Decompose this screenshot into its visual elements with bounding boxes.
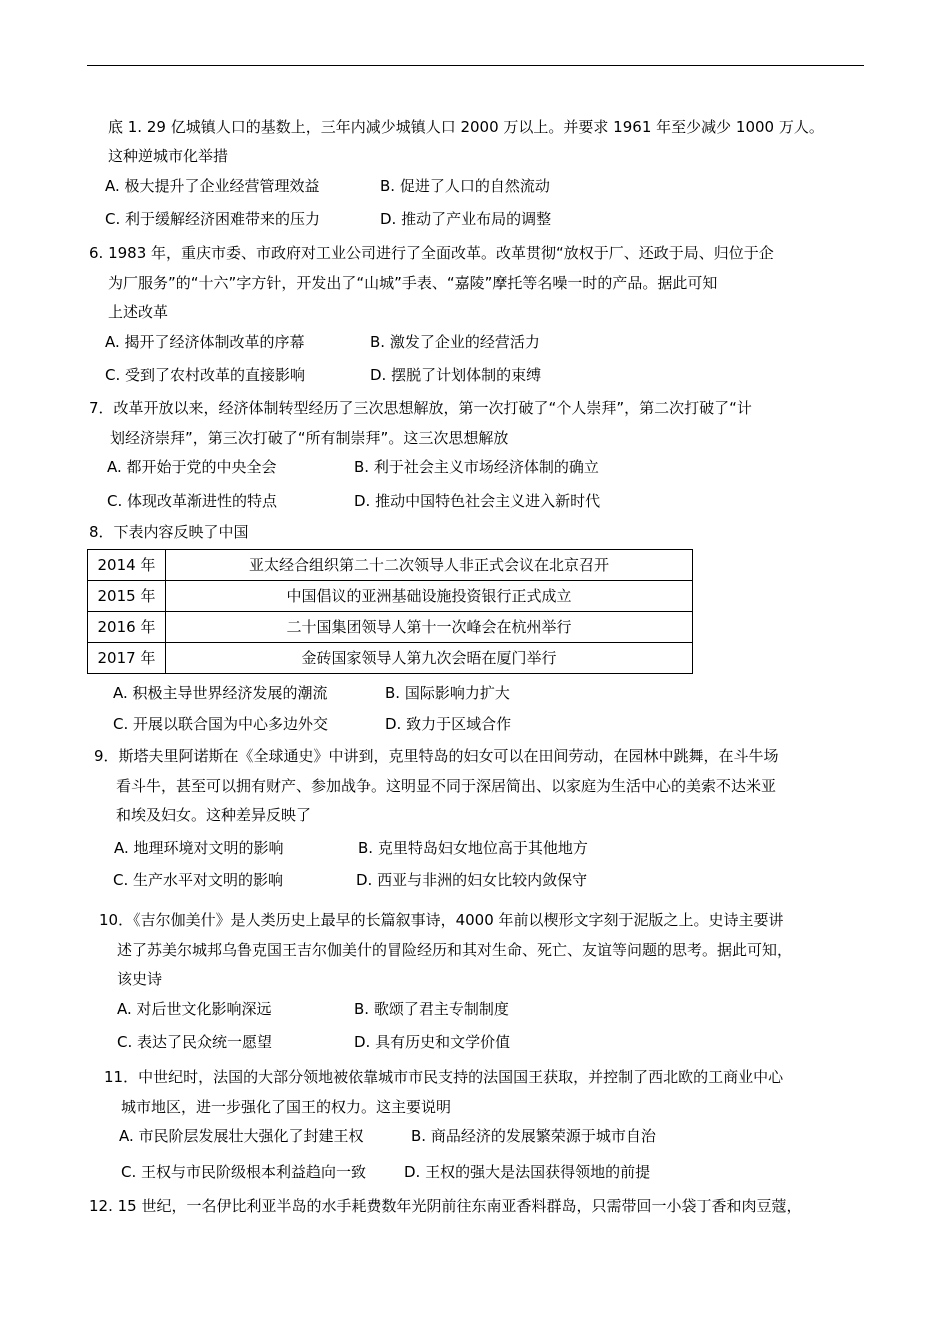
q9-option-a: A. 地理环境对文明的影响 [114,839,284,857]
q10-option-a: A. 对后世文化影响深远 [117,1000,272,1018]
q6-option-b: B. 激发了企业的经营活力 [370,333,540,351]
q6-line-2: 为厂服务”的“十六”字方针，开发出了“山城”手表、“嘉陵”摩托等名噪一时的产品。据此可知 [108,274,718,292]
q6-option-a: A. 揭开了经济体制改革的序幕 [105,333,305,351]
q5-option-b: B. 促进了人口的自然流动 [380,177,550,195]
table-row [88,581,693,612]
q12-line-1: 12. 15 世纪，一名伊比利亚半岛的水手耗费数年光阴前往东南亚香料群岛，只需带回一小袋丁香和肉豆蔻， [89,1197,802,1215]
q8-option-c: C. 开展以联合国为中心多边外交 [113,715,329,733]
q11-option-c: C. 王权与市民阶级根本利益趋向一致 [121,1163,367,1181]
q7-option-a: A. 都开始于党的中央全会 [107,458,277,476]
q11-line-2: 城市地区，进一步强化了国王的权力。这主要说明 [121,1098,452,1116]
q7-option-b: B. 利于社会主义市场经济体制的确立 [354,458,599,476]
q7-option-c: C. 体现改革渐进性的特点 [107,492,278,510]
q10-option-d: D. 具有历史和文学价值 [354,1033,511,1051]
q10-option-b: B. 歌颂了君主专制制度 [354,1000,509,1018]
q9-line-1: 9．斯塔夫里阿诺斯在《全球通史》中讲到，克里特岛的妇女可以在田间劳动，在园林中跳舞，在斗牛场 [94,747,779,765]
q6-line-1: 6. 1983 年，重庆市委、市政府对工业公司进行了全面改革。改革贯彻“放权于厂、还政于局、归位于企 [89,244,774,262]
q6-line-3: 上述改革 [108,303,169,321]
q8-stem: 8．下表内容反映了中国 [89,523,249,541]
q5-line-1: 底 1. 29 亿城镇人口的基数上，三年内减少城镇人口 2000 万以上。并要求 1961 年至少减少 1000 万人。 [108,118,824,136]
table-event-cell: 二十国集团领导人第十一次峰会在杭州举行 [166,612,693,643]
q10-option-c: C. 表达了民众统一愿望 [117,1033,273,1051]
q6-option-c: C. 受到了农村改革的直接影响 [105,366,306,384]
q11-option-d: D. 王权的强大是法国获得领地的前提 [404,1163,651,1181]
table-event-cell: 金砖国家领导人第九次会晤在厦门举行 [166,643,693,674]
q11-option-a: A. 市民阶层发展壮大强化了封建王权 [119,1127,364,1145]
table-row [88,643,693,674]
q10-line-2: 述了苏美尔城邦乌鲁克国王吉尔伽美什的冒险经历和其对生命、死亡、友谊等问题的思考。据此可知， [117,941,793,959]
table-event-cell: 亚太经合组织第二十二次领导人非正式会议在北京召开 [166,550,693,581]
header-rule [87,65,864,66]
table-year-cell: 2016 年 [88,612,166,643]
q11-line-1: 11．中世纪时，法国的大部分领地被依靠城市市民支持的法国国王获取，并控制了西北欧的工商业中心 [104,1068,784,1086]
q6-option-d: D. 摆脱了计划体制的束缚 [370,366,542,384]
q10-line-3: 该史诗 [117,970,163,988]
q8-option-a: A. 积极主导世界经济发展的潮流 [113,684,328,702]
table-row [88,550,693,581]
q7-line-1: 7．改革开放以来，经济体制转型经历了三次思想解放，第一次打破了“个人崇拜”，第二次打破了“计 [89,399,752,417]
table-year-cell: 2015 年 [88,581,166,612]
events-table [87,549,693,674]
q9-option-c: C. 生产水平对文明的影响 [113,871,284,889]
q10-line-1: 10．《吉尔伽美什》是人类历史上最早的长篇叙事诗，4000 年前以楔形文字刻于泥版之上。史诗主要讲 [99,911,784,929]
q9-line-2: 看斗牛，甚至可以拥有财产、参加战争。这明显不同于深居简出、以家庭为生活中心的美索不达米亚 [116,777,777,795]
q11-option-b: B. 商品经济的发展繁荣源于城市自治 [411,1127,656,1145]
table-year-cell: 2014 年 [88,550,166,581]
q5-option-d: D. 推动了产业布局的调整 [380,210,552,228]
q9-option-b: B. 克里特岛妇女地位高于其他地方 [358,839,588,857]
q5-line-2: 这种逆城市化举措 [108,147,229,165]
q5-option-a: A. 极大提升了企业经营管理效益 [105,177,320,195]
q9-option-d: D. 西亚与非洲的妇女比较内敛保守 [356,871,588,889]
q8-option-d: D. 致力于区域合作 [385,715,512,733]
q9-line-3: 和埃及妇女。这种差异反映了 [116,806,312,824]
q7-option-d: D. 推动中国特色社会主义进入新时代 [354,492,601,510]
q8-option-b: B. 国际影响力扩大 [385,684,510,702]
table-event-cell: 中国倡议的亚洲基础设施投资银行正式成立 [166,581,693,612]
table-year-cell: 2017 年 [88,643,166,674]
table-row [88,612,693,643]
q5-option-c: C. 利于缓解经济困难带来的压力 [105,210,321,228]
q7-line-2: 划经济崇拜”，第三次打破了“所有制崇拜”。这三次思想解放 [110,429,509,447]
